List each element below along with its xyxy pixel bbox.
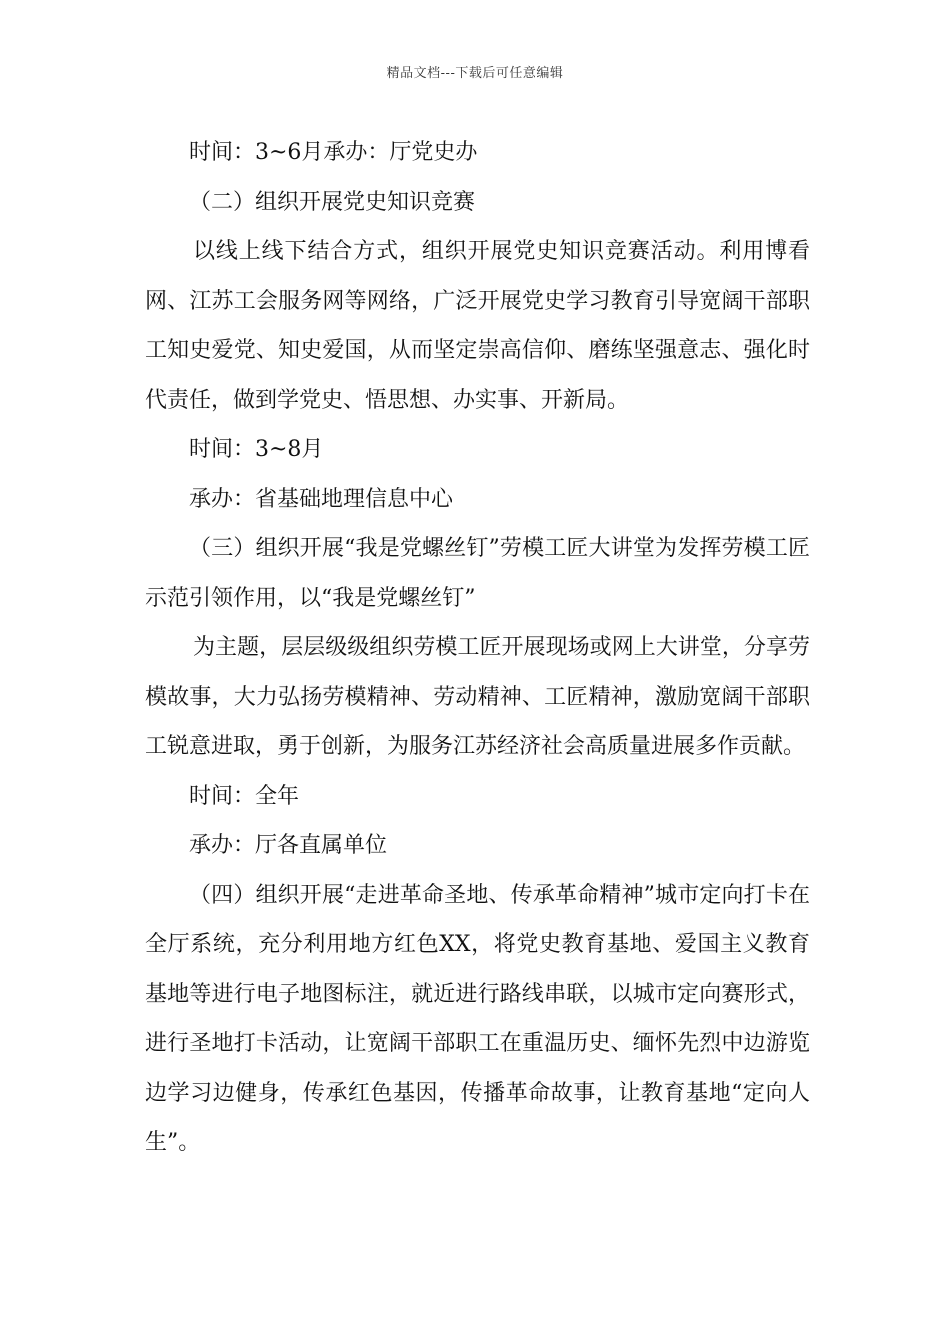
paragraph-host-3: 承办：厅各直属单位 <box>189 833 388 858</box>
paragraph-quiz: 以线上线下结合方式，组织开展党史知识竞赛活动。利用博看网、江苏工会服务网等网络，广泛开展党史学习教育引导宽阔干部职工知史爱党、知史爱国，从而坚定崇高信仰、磨练坚强意志、强化时代责任，做到学党史、悟思想、办实事、开新局。 <box>145 239 810 413</box>
paragraph-time-2: 时间：3~8月 <box>189 437 324 462</box>
paragraph-time-1: 时间：3~6月承办：厅党史办 <box>189 140 478 165</box>
paragraph-lecture: 为主题，层层级级组织劳模工匠开展现场或网上大讲堂，分享劳模故事，大力弘扬劳模精神、劳动精神、工匠精神，激励宽阔干部职工锐意进取，勇于创新，为服务江苏经济社会高质量进展多作贡献。 <box>145 635 810 759</box>
section-heading-4: （四）组织开展“走进革命圣地、传承革命精神”城市定向打卡在全厅系统，充分利用地方红色XX，将党史教育基地、爱国主义教育基地等进行电子地图标注，就近进行路线串联，以城市定向赛形式，进行圣地打卡活动，让宽阔干部职工在重温历史、缅怀先烈中边游览边学习边健身，传承红色基因，传播革命故事，让教育基地“定向人生”。 <box>145 882 810 1155</box>
section-heading-3: （三）组织开展“我是党螺丝钉”劳模工匠大讲堂为发挥劳模工匠示范引领作用，以“我是党螺丝钉” <box>145 536 810 611</box>
document-body <box>145 128 810 1168</box>
paragraph-time-3: 时间：全年 <box>189 783 300 809</box>
section-heading-2: （二）组织开展党史知识竞赛 <box>189 189 476 215</box>
page-header: 精品文档---下载后可任意编辑 <box>386 66 564 81</box>
paragraph-host-2: 承办：省基础地理信息中心 <box>189 486 454 512</box>
